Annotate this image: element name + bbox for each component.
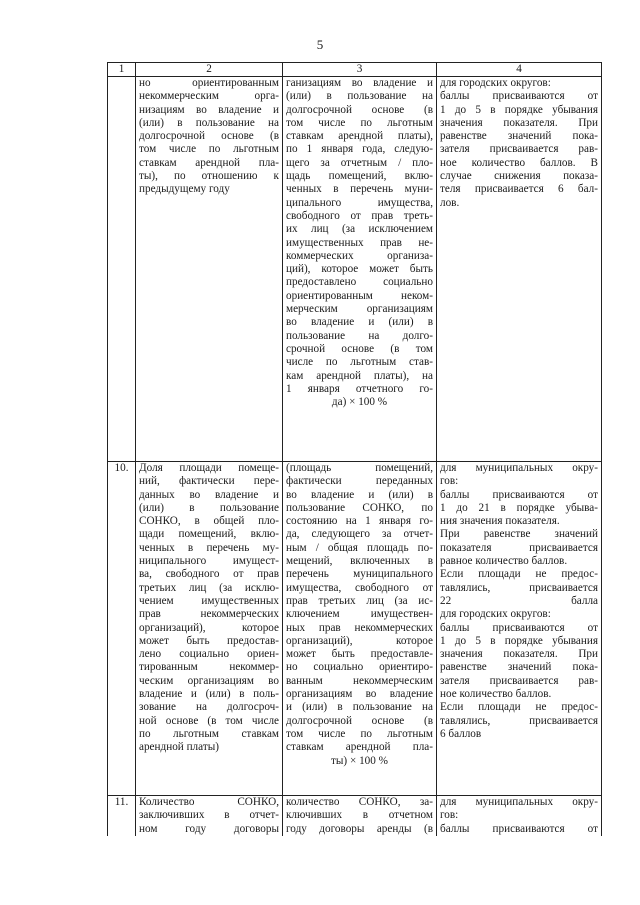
text-line: низациям во владение и bbox=[139, 103, 279, 116]
text-line: ций), которое может быть bbox=[286, 263, 433, 276]
text-line: 6 баллов bbox=[440, 727, 482, 740]
text-line: ное количество баллов. В bbox=[440, 156, 598, 169]
text-line: баллы присваиваются от bbox=[440, 822, 598, 835]
text-line: Если площади не предос- bbox=[440, 568, 598, 581]
text-line: (или) в пользование на bbox=[139, 116, 279, 129]
text-line: том числе по льготным bbox=[286, 116, 433, 129]
text-line: ставкам арендной пла- bbox=[139, 156, 279, 169]
text-line: ключением имуществен- bbox=[286, 608, 433, 621]
text-line: тированным некоммер- bbox=[139, 661, 279, 674]
text-line: организаций), которое bbox=[286, 634, 433, 647]
text-line: равное количество баллов. bbox=[440, 555, 568, 568]
table-row bbox=[108, 796, 602, 836]
text-line: щади помещений, вклю- bbox=[139, 528, 279, 541]
text-line: тавлялись, присваивается bbox=[440, 714, 598, 727]
text-line: гов: bbox=[440, 809, 459, 822]
table-header-row bbox=[108, 63, 602, 77]
text-line: для городских округов: bbox=[440, 77, 551, 89]
text-line: заключивших в отчет- bbox=[139, 809, 279, 822]
text-line: состоянию на 1 января го- bbox=[286, 515, 433, 528]
formula-cell bbox=[283, 796, 437, 836]
text-line: баллы присваиваются от bbox=[440, 488, 598, 501]
text-line: теля присваивается 6 бал- bbox=[440, 183, 598, 196]
text-line: значения показателя. При bbox=[440, 116, 598, 129]
text-line: прав некоммерческих bbox=[139, 608, 279, 621]
indicator-name-cell bbox=[136, 462, 283, 796]
text-line: 1 до 21 в порядке убыва- bbox=[440, 501, 598, 514]
text-line: 1 января отчетного го- bbox=[286, 382, 433, 395]
text-line: лено социально ориен- bbox=[139, 648, 279, 661]
text-line: ческим организациям во bbox=[139, 674, 279, 687]
text-line: Если площади не предос- bbox=[440, 701, 598, 714]
header-cell-2: 2 bbox=[136, 63, 283, 77]
text-line: гов: bbox=[440, 475, 459, 488]
text-line: СОНКО, в общей пло- bbox=[139, 515, 279, 528]
text-line: щадь помещений, вклю- bbox=[286, 170, 433, 183]
text-line: том числе по льготным bbox=[286, 727, 433, 740]
text-line: количество СОНКО, за- bbox=[286, 796, 433, 808]
scoring-cell bbox=[437, 77, 602, 462]
text-line: некоммерческим орга- bbox=[139, 90, 279, 103]
text-line: пользование на долго- bbox=[286, 329, 433, 342]
text-line: ном году договоры bbox=[139, 822, 279, 835]
text-line: свободного от прав треть- bbox=[286, 209, 433, 222]
text-line: владение и (или) в поль- bbox=[139, 688, 279, 701]
text-line: ния значения показателя. bbox=[440, 515, 560, 528]
text-line: да, следующего за отчет- bbox=[286, 528, 433, 541]
text-line: прав третьих лиц (за ис- bbox=[286, 594, 433, 607]
text-line: ванным некоммерческим bbox=[286, 674, 433, 687]
text-line: долгосрочной основе (в bbox=[139, 130, 279, 143]
text-line: 1 до 5 в порядке убывания bbox=[440, 634, 598, 647]
text-line: равенстве значений пока- bbox=[440, 661, 598, 674]
text-line: во владение и (или) в bbox=[286, 488, 433, 501]
header-cell-3: 3 bbox=[283, 63, 437, 77]
text-line: данных во владение и bbox=[139, 488, 279, 501]
text-line: При равенстве значений bbox=[440, 528, 598, 541]
text-line: ва, свободного от прав bbox=[139, 568, 279, 581]
text-line: во владение и (или) в bbox=[286, 316, 433, 329]
text-line: предыдущему году bbox=[139, 183, 230, 196]
text-line: том числе по льготным bbox=[139, 143, 279, 156]
text-line: ченных в перечень му- bbox=[139, 541, 279, 554]
text-line: 22 балла bbox=[440, 594, 598, 607]
text-line: кам арендной платы), на bbox=[286, 369, 433, 382]
scoring-cell bbox=[437, 462, 602, 796]
text-line: и (или) в пользование на bbox=[286, 701, 433, 714]
text-line: ных прав некоммерческих bbox=[286, 621, 433, 634]
text-line: показателя присваивается bbox=[440, 541, 598, 554]
formula-cell bbox=[283, 77, 437, 462]
text-line: году договоры аренды (в bbox=[286, 822, 433, 835]
text-line: ставкам арендной платы), bbox=[286, 130, 433, 143]
text-line: ганизациям во владение и bbox=[286, 77, 433, 89]
text-line: ставкам арендной пла- bbox=[286, 741, 433, 754]
text-line: ориентированным неком- bbox=[286, 289, 433, 302]
text-line: коммерческих организа- bbox=[286, 249, 433, 262]
text-line: ной основе (в том числе bbox=[139, 714, 279, 727]
text-line: ты), по отношению к bbox=[139, 170, 279, 183]
text-line: лов. bbox=[440, 196, 460, 209]
text-line: организаций), которое bbox=[139, 621, 279, 634]
text-line: организациям во владение bbox=[286, 688, 433, 701]
text-line: фактически переданных bbox=[286, 475, 433, 488]
text-line: щего за отчетным / пло- bbox=[286, 156, 433, 169]
text-line: их лиц (за исключением bbox=[286, 223, 433, 236]
text-line: имущества, свободного от bbox=[286, 581, 433, 594]
text-line: перечень муниципального bbox=[286, 568, 433, 581]
header-cell-4: 4 bbox=[437, 63, 602, 77]
indicator-name-cell bbox=[136, 77, 283, 462]
text-line: ципального имущества, bbox=[286, 196, 433, 209]
header-cell-1: 1 bbox=[108, 63, 136, 77]
text-line: по 1 января года, следую- bbox=[286, 143, 433, 156]
text-line: может быть предоставле- bbox=[286, 648, 433, 661]
text-line: Доля площади помеще- bbox=[139, 462, 279, 474]
text-line: может быть предостав- bbox=[139, 634, 279, 647]
table-row bbox=[108, 77, 602, 462]
text-line: ниципального имущест- bbox=[139, 555, 279, 568]
row-number: 11. bbox=[108, 796, 136, 836]
formula-cell bbox=[283, 462, 437, 796]
text-line: долгосрочной основе (в bbox=[286, 103, 433, 116]
text-line: да) × 100 % bbox=[331, 396, 388, 409]
text-line: числе по льготным став- bbox=[286, 356, 433, 369]
text-line: ное количество баллов. bbox=[440, 688, 552, 701]
row-number: 10. bbox=[108, 462, 136, 796]
text-line: тавлялись, присваивается bbox=[440, 581, 598, 594]
text-line: ты) × 100 % bbox=[331, 754, 388, 767]
indicator-name-cell bbox=[136, 796, 283, 836]
text-line: 1 до 5 в порядке убывания bbox=[440, 103, 598, 116]
text-line: предоставлено социально bbox=[286, 276, 433, 289]
text-line: но социально ориентиро- bbox=[286, 661, 433, 674]
text-line: для муниципальных окру- bbox=[440, 462, 598, 474]
text-line: долгосрочной основе (в bbox=[286, 714, 433, 727]
text-line: ключивших в отчетном bbox=[286, 809, 433, 822]
text-line: по льготным ставкам bbox=[139, 727, 279, 740]
text-line: зование на долгосроч- bbox=[139, 701, 279, 714]
text-line: случае снижения показа- bbox=[440, 170, 598, 183]
text-line: арендной платы) bbox=[139, 741, 219, 754]
text-line: третьих лиц (за исклю- bbox=[139, 581, 279, 594]
scoring-cell bbox=[437, 796, 602, 836]
text-line: мерческим организациям bbox=[286, 303, 433, 316]
table-row bbox=[108, 462, 602, 796]
text-line: значения показателя. При bbox=[440, 648, 598, 661]
text-line: (площадь помещений, bbox=[286, 462, 433, 474]
text-line: зателя присваивается рав- bbox=[440, 674, 598, 687]
text-line: для муниципальных окру- bbox=[440, 796, 598, 808]
text-line: (или) в пользование bbox=[139, 501, 279, 514]
text-line: (или) в пользование на bbox=[286, 90, 433, 103]
text-line: пользование СОНКО, по bbox=[286, 501, 433, 514]
text-line: для городских округов: bbox=[440, 608, 551, 621]
criteria-table bbox=[107, 62, 602, 836]
text-line: баллы присваиваются от bbox=[440, 621, 598, 634]
text-line: ным / общая площадь по- bbox=[286, 541, 433, 554]
text-line: зателя присваивается рав- bbox=[440, 143, 598, 156]
text-line: баллы присваиваются от bbox=[440, 90, 598, 103]
text-line: ченных в перечень муни- bbox=[286, 183, 433, 196]
text-line: мещений, включенных в bbox=[286, 555, 433, 568]
text-line: чением имущественных bbox=[139, 594, 279, 607]
text-line: равенстве значений пока- bbox=[440, 130, 598, 143]
row-number bbox=[108, 77, 136, 462]
text-line: но ориентированным bbox=[139, 77, 279, 89]
page-number: 5 bbox=[316, 37, 324, 52]
text-line: ний, фактически пере- bbox=[139, 475, 279, 488]
text-line: Количество СОНКО, bbox=[139, 796, 279, 808]
text-line: срочной основе (в том bbox=[286, 342, 433, 355]
text-line: имущественных прав не- bbox=[286, 236, 433, 249]
